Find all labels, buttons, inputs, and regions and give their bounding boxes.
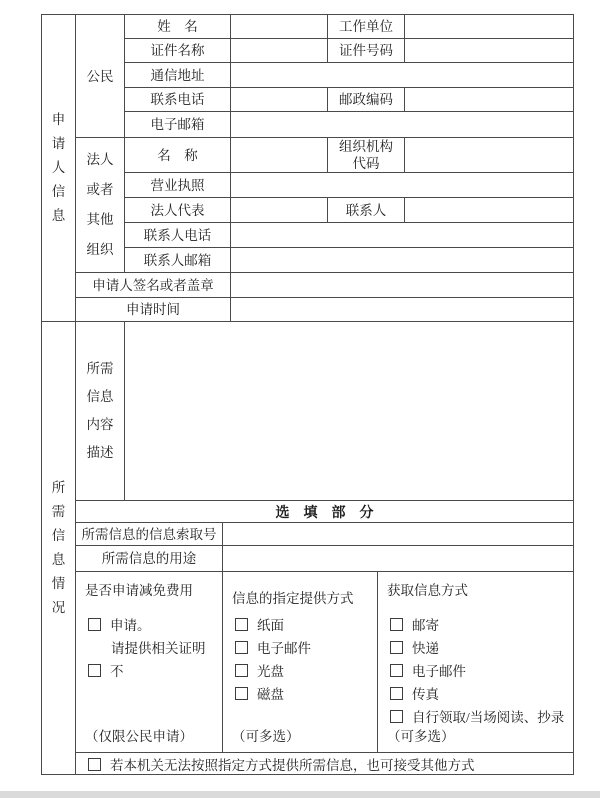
input-org-code[interactable]: [405, 138, 574, 173]
provide-multi-note: （可多选）: [232, 729, 300, 744]
provide-method-cell: [223, 572, 378, 753]
label-org-code: 组织机构代码: [328, 138, 405, 173]
provide-disk-label: 磁盘: [257, 687, 284, 702]
label-address: 通信地址: [125, 63, 231, 88]
label-legal-rep: 法人代表: [125, 198, 231, 223]
label-name: 姓 名: [125, 15, 231, 39]
input-apply-time[interactable]: [231, 298, 574, 322]
checkbox-no-fee-waiver[interactable]: [88, 664, 101, 677]
obtain-fax-label: 传真: [412, 687, 439, 702]
group-citizen: [76, 15, 125, 138]
input-contact-email[interactable]: [231, 248, 574, 273]
label-postcode: 邮政编码: [328, 88, 405, 112]
label-work-unit: 工作单位: [328, 15, 405, 39]
fee-waiver-no-label: 不: [110, 664, 124, 679]
section-requested-info: [42, 322, 76, 775]
label-index-no: 所需信息的信息索取号: [76, 523, 223, 546]
obtain-method-cell: [378, 572, 574, 753]
input-signature[interactable]: [231, 273, 574, 298]
label-org-name: 名 称: [125, 138, 231, 173]
page-bottom-edge: [0, 791, 600, 798]
checkbox-mail[interactable]: [390, 618, 403, 631]
input-contact[interactable]: [405, 198, 574, 223]
provide-email-label: 电子邮件: [257, 641, 311, 656]
provide-disk-row: [223, 686, 377, 703]
input-postcode[interactable]: [405, 88, 574, 112]
input-phone[interactable]: [231, 88, 328, 112]
fee-waiver-no-row: [76, 663, 222, 680]
provide-cd-label: 光盘: [257, 664, 284, 679]
obtain-self-pickup-label: 自行领取/当场阅读、抄录: [412, 710, 565, 725]
obtain-method-title: 获取信息方式: [387, 583, 468, 598]
label-cert-no: 证件号码: [328, 39, 405, 63]
checkbox-paper[interactable]: [235, 618, 248, 631]
input-work-unit[interactable]: [405, 15, 574, 39]
provide-paper-label: 纸面: [257, 618, 284, 633]
label-apply-time: 申请时间: [76, 298, 231, 322]
section-applicant-info: [42, 15, 76, 322]
label-contact-phone: 联系人电话: [125, 223, 231, 248]
label-cert-name: 证件名称: [125, 39, 231, 63]
fee-waiver-apply-label: 申请。: [110, 618, 151, 633]
obtain-fax-row: [378, 686, 573, 703]
applicant-info-side-label: 申请人信息: [51, 112, 66, 223]
input-index-no[interactable]: [223, 523, 574, 546]
input-legal-rep[interactable]: [231, 198, 328, 223]
fee-waiver-note: （仅限公民申请）: [85, 729, 193, 744]
input-license[interactable]: [231, 173, 574, 198]
input-address[interactable]: [231, 63, 574, 88]
checkbox-accept-other[interactable]: [88, 758, 101, 771]
label-contact-email: 联系人邮箱: [125, 248, 231, 273]
fee-waiver-apply-row: [76, 617, 222, 634]
obtain-express-label: 快递: [412, 641, 439, 656]
label-license: 营业执照: [125, 173, 231, 198]
checkbox-apply-fee-waiver[interactable]: [88, 618, 101, 631]
label-email: 电子邮箱: [125, 112, 231, 138]
accept-other-label: 若本机关无法按照指定方式提供所需信息，也可接受其他方式: [110, 757, 475, 773]
legal-entity-group-label: 法人或者其他组织: [86, 152, 114, 257]
input-description[interactable]: [125, 322, 574, 501]
checkbox-disk[interactable]: [235, 687, 248, 700]
obtain-email-label: 电子邮件: [412, 664, 466, 679]
label-description: 所需信息内容描述: [76, 322, 125, 501]
group-legal-entity: [76, 138, 125, 273]
label-signature: 申请人签名或者盖章: [76, 273, 231, 298]
input-cert-no[interactable]: [405, 39, 574, 63]
checkbox-fax[interactable]: [390, 687, 403, 700]
fee-waiver-title: 是否申请减免费用: [85, 583, 193, 598]
accept-other-cell: [76, 753, 574, 775]
obtain-email-row: [378, 663, 573, 680]
provide-cd-row: [223, 663, 377, 680]
citizen-group-label: 公民: [86, 68, 114, 84]
provide-method-title: 信息的指定提供方式: [232, 591, 354, 606]
input-org-name[interactable]: [231, 138, 328, 173]
requested-info-side-label: 所需信息情况: [51, 480, 66, 615]
checkbox-provide-email[interactable]: [235, 641, 248, 654]
obtain-multi-note: （可多选）: [387, 729, 455, 744]
requested-info-table: [41, 321, 574, 775]
label-contact: 联系人: [328, 198, 405, 223]
input-email[interactable]: [231, 112, 574, 138]
obtain-self-pickup-row: [378, 709, 573, 726]
checkbox-obtain-email[interactable]: [390, 664, 403, 677]
obtain-mail-row: [378, 617, 573, 634]
checkbox-cd[interactable]: [235, 664, 248, 677]
optional-section-header: 选 填 部 分: [76, 501, 574, 523]
applicant-info-table: [41, 14, 574, 322]
label-phone: 联系电话: [125, 88, 231, 112]
checkbox-self-pickup[interactable]: [390, 710, 403, 723]
fee-waiver-cell: [76, 572, 223, 753]
application-form: [41, 14, 573, 775]
obtain-express-row: [378, 640, 573, 657]
provide-paper-row: [223, 617, 377, 634]
obtain-mail-label: 邮寄: [412, 618, 439, 633]
input-name[interactable]: [231, 15, 328, 39]
label-usage: 所需信息的用途: [76, 546, 223, 572]
input-cert-name[interactable]: [231, 39, 328, 63]
input-usage[interactable]: [223, 546, 574, 572]
provide-email-row: [223, 640, 377, 657]
input-contact-phone[interactable]: [231, 223, 574, 248]
checkbox-express[interactable]: [390, 641, 403, 654]
fee-waiver-proof-note: 请提供相关证明: [111, 641, 206, 656]
